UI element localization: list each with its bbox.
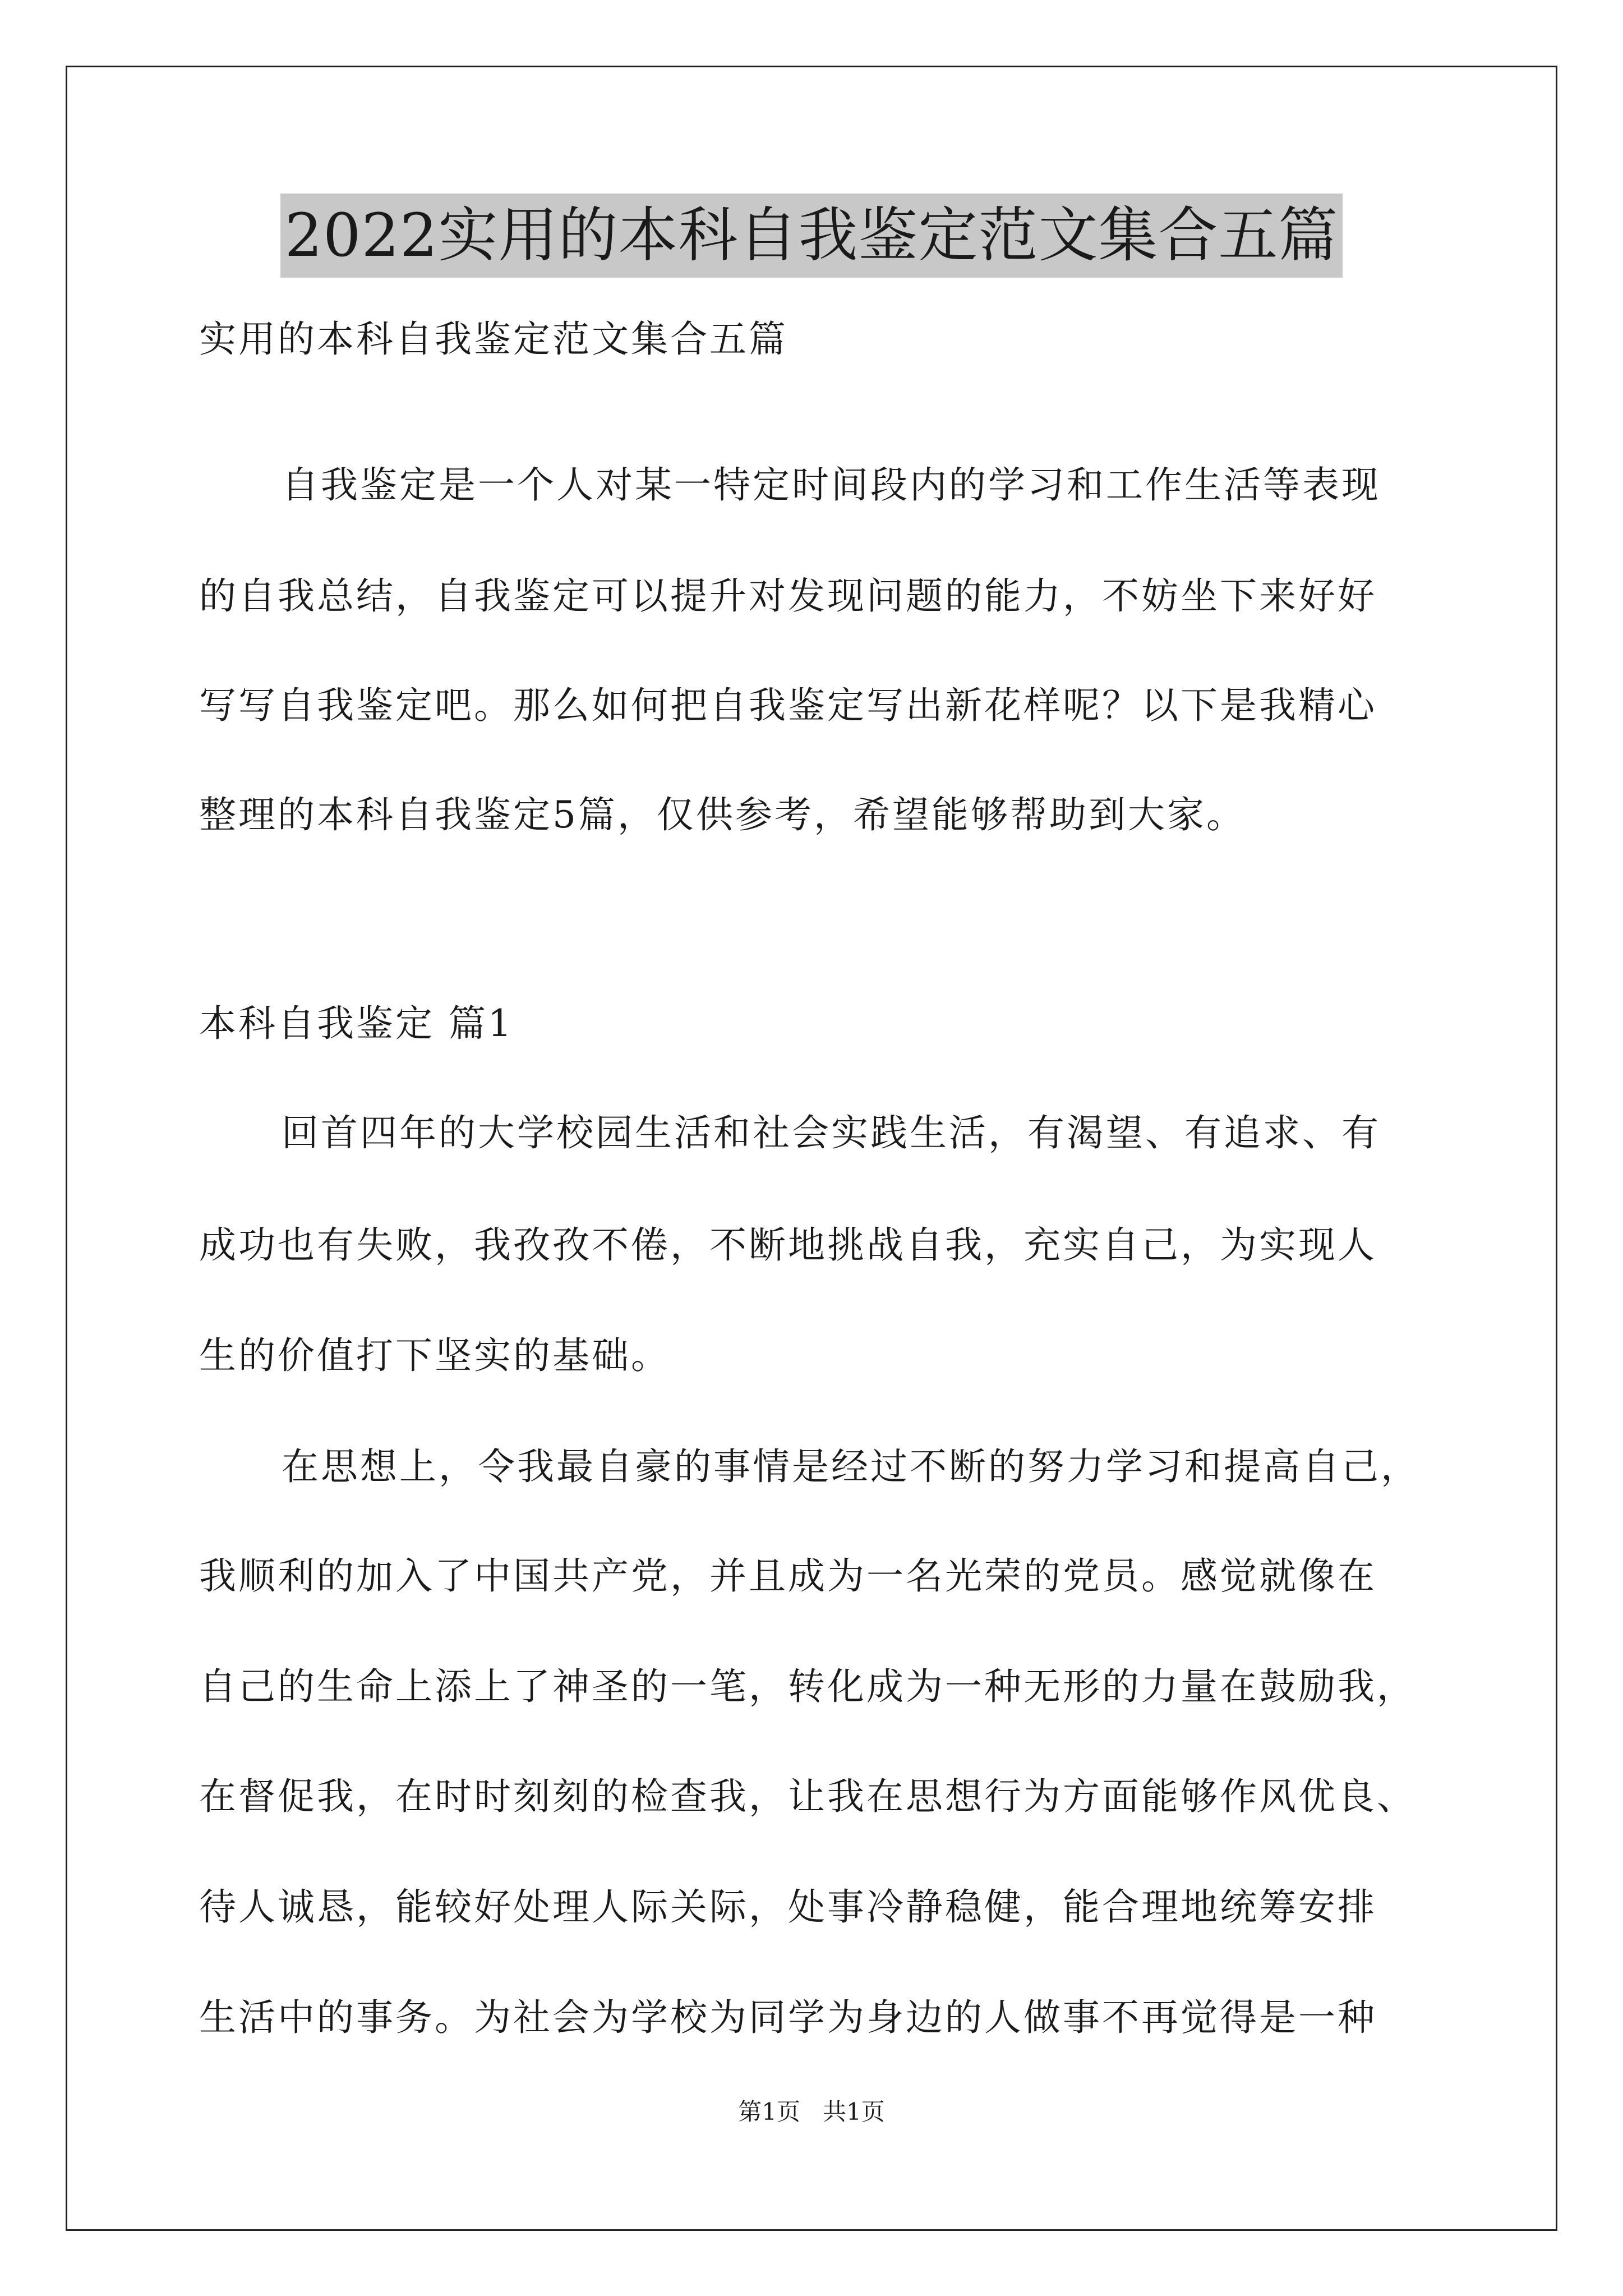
paragraph-line: 生的价值打下坚实的基础。: [199, 1334, 670, 1377]
paragraph-line: 在督促我，在时时刻刻的检查我，让我在思想行为方面能够作风优良、: [199, 1775, 1416, 1818]
section-heading: 本科自我鉴定 篇1: [199, 1002, 514, 1045]
paragraph-line: 生活中的事务。为社会为学校为同学为身边的人做事不再觉得是一种: [199, 1996, 1377, 2039]
paragraph-line: 成功也有失败，我孜孜不倦，不断地挑战自我，充实自己，为实现人: [199, 1223, 1377, 1267]
paragraph-line: 自己的生命上添上了神圣的一笔，转化成为一种无形的力量在鼓励我，: [199, 1665, 1416, 1708]
document-subtitle: 实用的本科自我鉴定范文集合五篇: [199, 318, 788, 361]
paragraph-line: 在思想上，令我最自豪的事情是经过不断的努力学习和提高自己，: [282, 1445, 1420, 1488]
intro-line: 的自我总结，自我鉴定可以提升对发现问题的能力，不妨坐下来好好: [199, 574, 1377, 618]
document-title: 2022实用的本科自我鉴定范文集合五篇: [280, 194, 1343, 278]
paragraph-line: 待人诚恳，能较好处理人际关际，处事冷静稳健，能合理地统筹安排: [199, 1885, 1377, 1929]
title-container: [0, 194, 1623, 278]
intro-line: 整理的本科自我鉴定5篇，仅供参考，希望能够帮助到大家。: [199, 793, 1246, 836]
intro-line: 写写自我鉴定吧。那么如何把自我鉴定写出新花样呢？以下是我精心: [199, 684, 1377, 727]
intro-line: 自我鉴定是一个人对某一特定时间段内的学习和工作生活等表现: [282, 463, 1381, 507]
paragraph-line: 回首四年的大学校园生活和社会实践生活，有渴望、有追求、有: [282, 1111, 1381, 1154]
paragraph-line: 我顺利的加入了中国共产党，并且成为一名光荣的党员。感觉就像在: [199, 1554, 1377, 1598]
page-footer: 第1页 共1页: [738, 2098, 885, 2125]
